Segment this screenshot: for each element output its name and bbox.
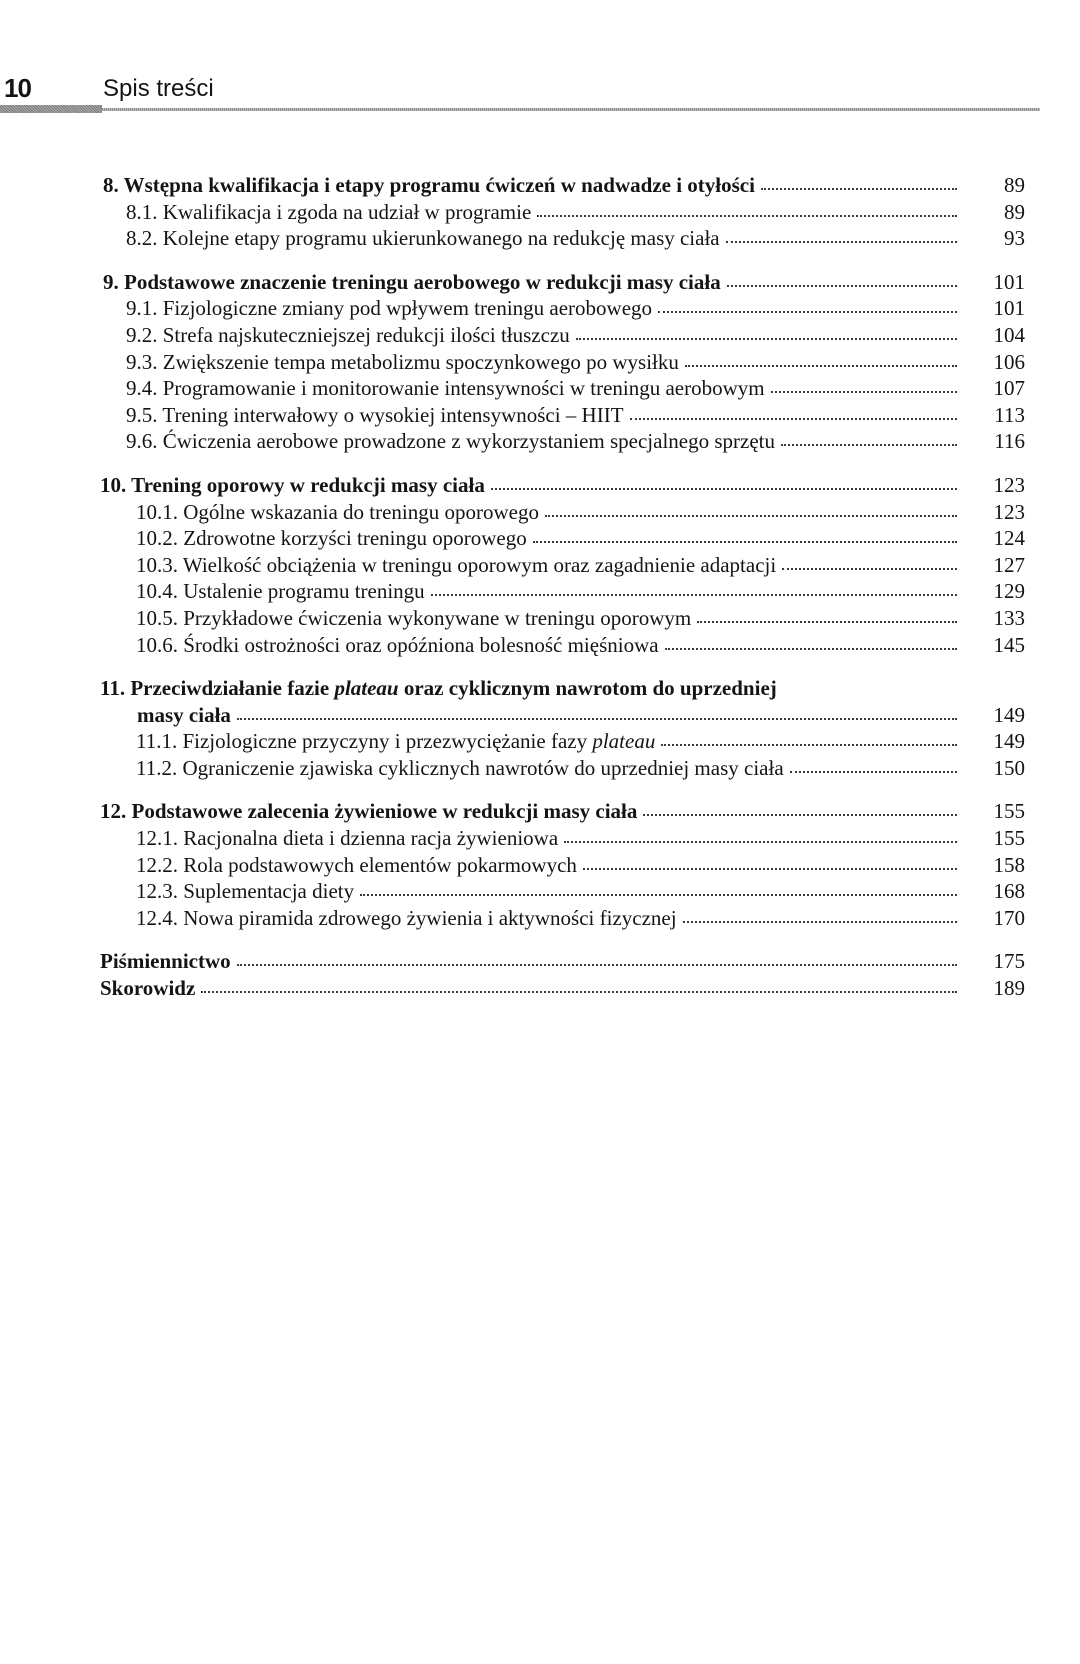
toc-page-number: 158 (993, 852, 1025, 877)
toc-chapter-10 (0, 472, 1080, 658)
toc-entry-title: 9.5. Trening interwałowy o wysokiej intensywności – HIIT (126, 402, 624, 427)
dot-leader (771, 391, 957, 393)
dot-leader (685, 365, 957, 367)
toc-page-number: 123 (993, 499, 1025, 524)
toc-page-number: 89 (1004, 199, 1025, 224)
toc-entry-title: 10.3. Wielkość obciążenia w treningu oporowym oraz zagadnienie adaptacji (136, 552, 777, 577)
toc-entry[interactable] (0, 755, 1025, 782)
toc-entry-title: 9. Podstawowe znaczenie treningu aerobowego w redukcji masy ciała (103, 269, 721, 294)
toc-page-number: 101 (993, 296, 1025, 321)
toc-entry-title: 9.3. Zwiększenie tempa metabolizmu spoczynkowego po wysiłku (126, 349, 679, 374)
dot-leader (697, 621, 957, 623)
toc-entry-title: 8. Wstępna kwalifikacja i etapy programu ćwiczeń w nadwadze i otyłości (103, 173, 755, 197)
dot-leader (201, 991, 957, 993)
toc-entry-title: 10.2. Zdrowotne korzyści treningu oporowego (136, 526, 527, 551)
toc-page-number: 155 (993, 826, 1025, 851)
toc-entry-title: Skorowidz (100, 976, 196, 1001)
toc-page-number: 145 (993, 632, 1025, 657)
toc-entry-title: 12.1. Racjonalna dieta i dzienna racja żywieniowa (136, 826, 559, 851)
toc-entry-index[interactable] (0, 975, 1025, 1002)
toc-title-italic: plateau (592, 729, 656, 754)
toc-page-number: 106 (993, 349, 1025, 374)
running-title: Spis treści (103, 75, 214, 102)
toc-entry-title: 8.2. Kolejne etapy programu ukierunkowanego na redukcję masy ciała (126, 226, 720, 251)
toc-entry-title: 10.1. Ogólne wskazania do treningu oporowego (136, 499, 539, 524)
dot-leader (630, 418, 957, 420)
toc-entry[interactable] (0, 525, 1025, 552)
toc-entry[interactable] (0, 295, 1025, 322)
toc-entry-title: 12.2. Rola podstawowych elementów pokarmowych (136, 852, 577, 877)
dot-leader (237, 964, 957, 966)
toc-entry-title: 8.1. Kwalifikacja i zgoda na udział w programie (126, 199, 532, 224)
toc-page-number: 129 (993, 579, 1025, 604)
toc-entry-title: 9.4. Programowanie i monitorowanie intensywności w treningu aerobowym (126, 376, 765, 401)
toc-page-number: 123 (993, 472, 1025, 497)
dot-leader (761, 188, 957, 190)
toc-entry-title: 11.2. Ograniczenie zjawiska cyklicznych nawrotów do uprzedniej masy ciała (136, 755, 784, 780)
toc-page-number: 116 (994, 429, 1025, 454)
toc-entry-title: 10.5. Przykładowe ćwiczenia wykonywane w treningu oporowym (136, 605, 692, 630)
toc-entry-title: 12.4. Nowa piramida zdrowego żywienia i aktywności fizycznej (136, 905, 677, 930)
dot-leader (658, 311, 957, 313)
toc-entry[interactable] (0, 632, 1025, 659)
dot-leader (545, 515, 957, 517)
dot-leader (727, 285, 957, 287)
running-head (0, 72, 1080, 104)
header-rule (0, 108, 1040, 111)
toc-entry[interactable] (0, 375, 1025, 402)
toc-entry[interactable] (0, 878, 1025, 905)
toc-entry[interactable] (0, 605, 1025, 632)
dot-leader (665, 648, 957, 650)
toc-page-number: 124 (993, 526, 1025, 551)
toc-entry-title: masy ciała (137, 702, 231, 727)
dot-leader (726, 241, 957, 243)
toc-chapter-11 (0, 675, 1080, 781)
toc-page-number: 155 (993, 799, 1025, 824)
toc-page-number: 168 (993, 879, 1025, 904)
toc-entry-title (100, 675, 783, 702)
toc-entry[interactable] (0, 428, 1025, 455)
toc-entry-title: 9.1. Fizjologiczne zmiany pod wpływem treningu aerobowego (126, 296, 653, 321)
dot-leader (360, 894, 957, 896)
toc-page-number: 89 (1004, 173, 1025, 197)
toc-page-number: 149 (993, 702, 1025, 727)
dot-leader (533, 541, 957, 543)
dot-leader (782, 568, 957, 570)
toc-chapter-heading-continued[interactable] (0, 702, 1025, 729)
toc-entry-title (136, 728, 661, 755)
toc-entry[interactable] (0, 825, 1025, 852)
dot-leader (491, 488, 957, 490)
toc-page-number: 175 (993, 949, 1025, 974)
toc-entry[interactable] (0, 402, 1025, 429)
toc-page-number: 189 (993, 976, 1025, 1001)
toc-entry[interactable] (0, 578, 1025, 605)
dot-leader (790, 771, 957, 773)
toc-entry-title: 10.4. Ustalenie programu treningu (136, 579, 425, 604)
dot-leader (237, 718, 957, 720)
toc-entry-title: 10. Trening oporowy w redukcji masy ciała (100, 472, 485, 497)
toc-chapter-heading[interactable] (0, 472, 1025, 499)
toc-page-number: 150 (993, 755, 1025, 780)
dot-leader (661, 744, 957, 746)
dot-leader (564, 841, 957, 843)
toc-chapter-heading[interactable] (0, 675, 1025, 702)
toc-chapter-9 (0, 269, 1080, 455)
dot-leader (537, 215, 957, 217)
table-of-contents (0, 172, 1080, 1019)
toc-entry[interactable] (0, 322, 1025, 349)
toc-page-number: 107 (993, 376, 1025, 401)
toc-entry[interactable] (0, 552, 1025, 579)
toc-page-number: 113 (994, 402, 1025, 427)
toc-page-number: 149 (993, 729, 1025, 754)
dot-leader (683, 921, 957, 923)
dot-leader (643, 814, 957, 816)
toc-page-number: 170 (993, 905, 1025, 930)
toc-page-number: 101 (993, 269, 1025, 294)
toc-chapter-12 (0, 798, 1080, 931)
toc-title-part: 11.1. Fizjologiczne przyczyny i przezwyciężanie fazy (136, 729, 593, 754)
toc-page-number: 133 (993, 605, 1025, 630)
toc-entry[interactable] (0, 225, 1025, 252)
toc-page-number: 127 (993, 552, 1025, 577)
toc-entry-title: 12.3. Suplementacja diety (136, 879, 355, 904)
page-number: 10 (4, 73, 31, 103)
toc-entry[interactable] (0, 199, 1025, 226)
toc-back-matter (0, 948, 1080, 1001)
toc-chapter-heading[interactable] (0, 269, 1025, 296)
toc-entry-title: 9.6. Ćwiczenia aerobowe prowadzone z wykorzystaniem specjalnego sprzętu (126, 429, 776, 454)
toc-chapter-heading[interactable] (0, 798, 1025, 825)
toc-page-number: 93 (1004, 226, 1025, 251)
toc-entry-title: Piśmiennictwo (100, 949, 231, 974)
toc-entry[interactable] (0, 905, 1025, 932)
toc-page-number: 104 (993, 322, 1025, 347)
toc-entry-title: 9.2. Strefa najskuteczniejszej redukcji ilości tłuszczu (126, 322, 570, 347)
toc-entry[interactable] (0, 499, 1025, 526)
dot-leader (583, 868, 957, 870)
dot-leader (576, 338, 957, 340)
toc-entry-title: 12. Podstawowe zalecenia żywieniowe w redukcji masy ciała (100, 799, 638, 824)
toc-title-italic: plateau (334, 676, 399, 701)
toc-entry-title: 10.6. Środki ostrożności oraz opóźniona bolesność mięśniowa (136, 632, 659, 657)
toc-chapter-8 (0, 172, 1080, 252)
toc-entry[interactable] (0, 728, 1025, 755)
toc-entry[interactable] (0, 349, 1025, 376)
toc-chapter-heading[interactable] (0, 172, 1025, 199)
header-rule-accent (0, 105, 102, 113)
dot-leader (431, 594, 957, 596)
toc-title-part: oraz cyklicznym nawrotom do uprzedniej (398, 676, 777, 701)
toc-entry-bibliography[interactable] (0, 948, 1025, 975)
toc-title-part: 11. Przeciwdziałanie fazie (100, 676, 335, 701)
toc-entry[interactable] (0, 852, 1025, 879)
dot-leader (781, 444, 957, 446)
